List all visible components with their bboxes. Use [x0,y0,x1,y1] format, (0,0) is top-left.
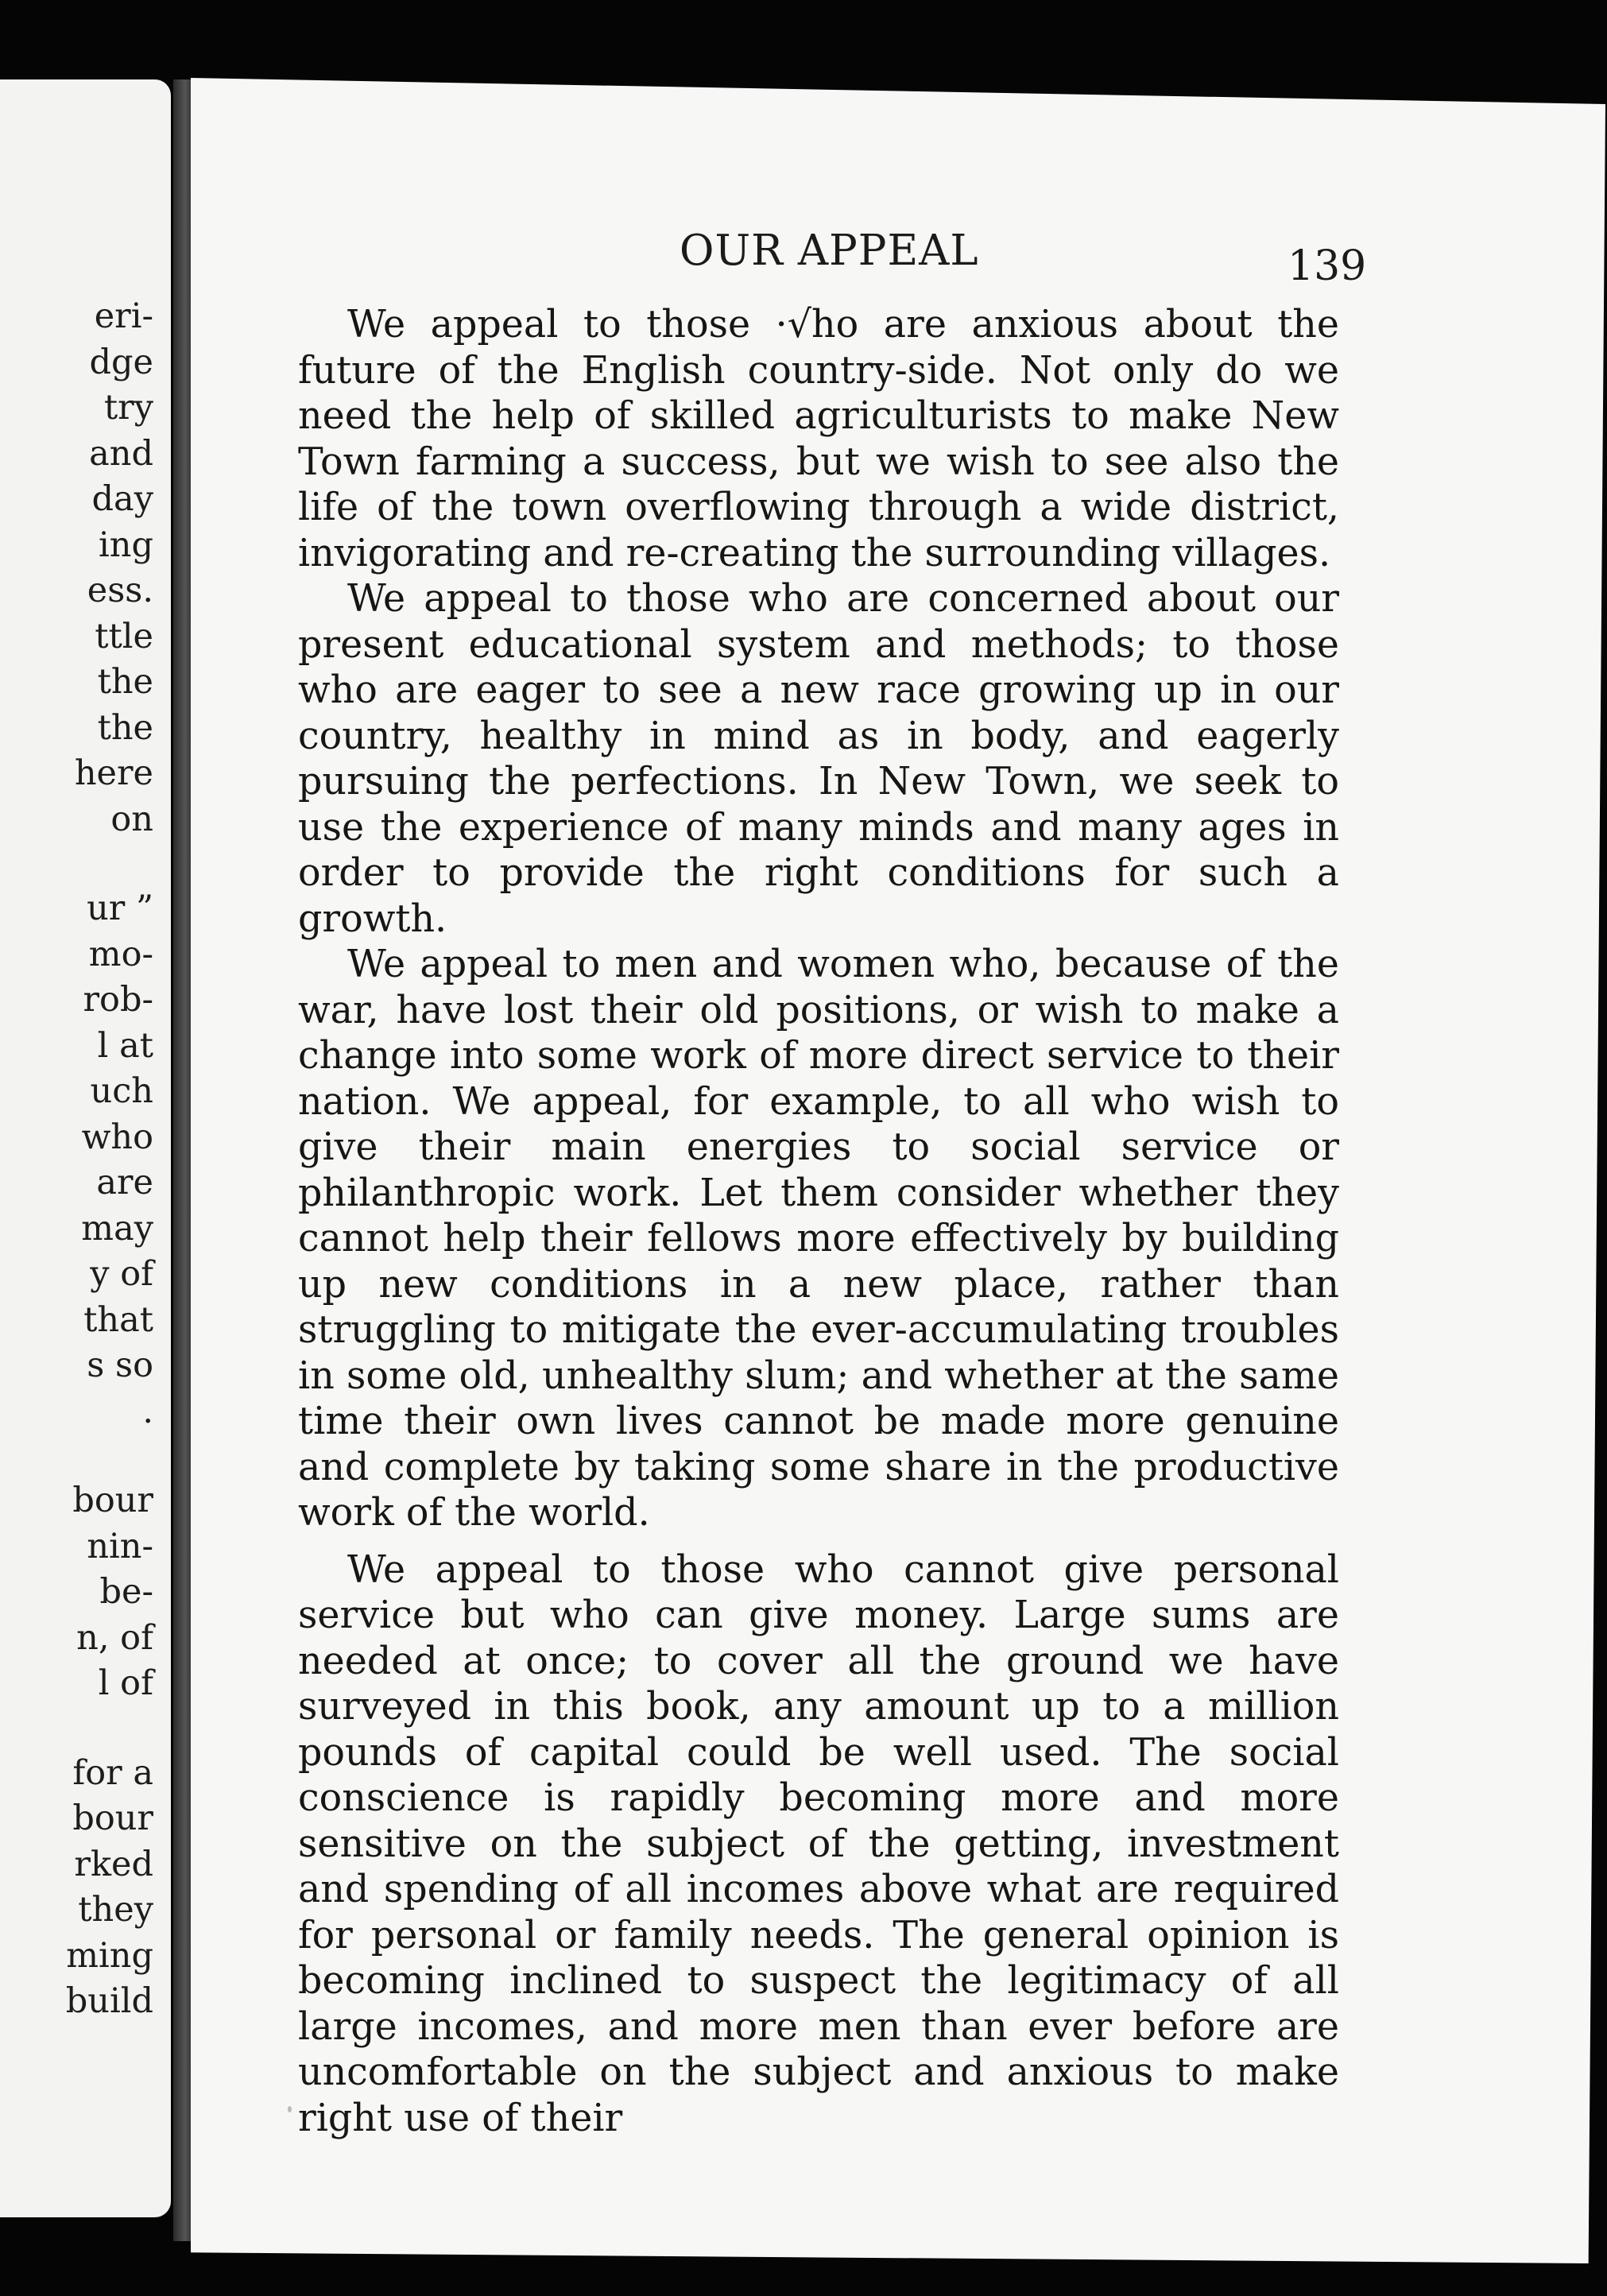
facing-page-line: for a [72,1752,153,1793]
facing-page-line: l of [98,1663,153,1703]
paragraph-1: We appeal to those ·√ho are anxious about the future of the English country-side. Not only do we need the help of skilled agriculturists to make New Town farming a success, but we wish to see also the life of the town overflowing through a wide district, invigorating and re-creating the surrounding villages. [298,303,1339,575]
paragraph-3: We appeal to men and women who, because of the war, have lost their old positions, or wish to make a change into some work of more direct service to their nation. We appeal, for example, to all who wish to give their main energies to social service or philanthropic work. Let them consider whether they cannot help their fellows more effectively by building up new conditions in a new place, rather than struggling to mitigate the ever-accumulating troubles in some old, unhealthy slum; and whether at the same time their own lives cannot be made more genuine and complete by taking some share in the productive work of the world. [298,943,1339,1535]
facing-page-line: ming [66,1935,153,1976]
line-gap [2,842,153,886]
line-gap [2,1707,153,1751]
facing-page-line: n, of [76,1617,153,1658]
facing-page-line: ess. [87,571,153,610]
facing-page-line: rked [74,1844,153,1884]
facing-page-line: rob- [83,980,153,1020]
facing-page-line: on [110,799,153,839]
facing-page-line: they [78,1890,153,1930]
facing-page-line: the [97,707,153,748]
facing-page-line: are [96,1163,153,1202]
running-head: OUR APPEAL [680,227,979,275]
facing-page-line: . [142,1391,153,1431]
facing-page-line: be- [99,1572,153,1612]
facing-page-line: and [89,433,153,474]
facing-page-line: who [81,1117,153,1157]
facing-page-line: uch [90,1071,153,1111]
facing-page-line: nin- [87,1526,153,1566]
paragraph-4: We appeal to those who cannot give personal service but who can give money. Large sums are needed at once; to cover all the ground we have surveyed in this book, any amount up to a million pounds of capital could be well used. The social conscience is rapidly becoming more and more sensitive on the subject of the getting, investment and spending of all incomes above what are required for personal or family needs. The general opinion is becoming inclined to suspect the legitimacy of all large incomes, and more men than ever before are uncomfortable on the subject and anxious to make right use of their [298,1547,1339,2140]
facing-page-line: l at [97,1025,153,1066]
paper-speck [288,2106,292,2112]
facing-page-line: eri- [94,296,153,336]
facing-page-text [2,294,153,2025]
line-gap [2,1435,153,1478]
facing-page-line: build [65,1981,153,2021]
facing-page-line: y of [90,1254,153,1294]
facing-page-line: dge [89,342,153,382]
facing-page-line: ttle [95,616,153,656]
facing-page-line: may [81,1208,153,1249]
paragraph-2: We appeal to those who are concerned about our present educational system and methods; to those who are eager to see a new race growing up in our country, healthy in mind as in body, and eagerly pursuing the perfections. In New Town, we seek to use the experience of many minds and many ages in order to provide the right conditions for such a growth. [298,577,1339,941]
facing-page-line: the [97,662,153,702]
facing-page [0,79,171,2217]
body-text [298,302,1339,2141]
facing-page-line: ing [99,525,153,565]
facing-page-line: day [91,479,153,519]
facing-page-line: mo- [88,934,153,974]
facing-page-line: bour [72,1481,153,1520]
facing-page-line: bour [72,1798,153,1838]
facing-page-line: here [74,753,153,793]
facing-page-line: that [83,1299,153,1340]
facing-page-line: ur ” [87,889,153,928]
facing-page-line: try [103,388,153,428]
page-number: 139 [1288,242,1367,290]
facing-page-line: s so [87,1345,153,1385]
